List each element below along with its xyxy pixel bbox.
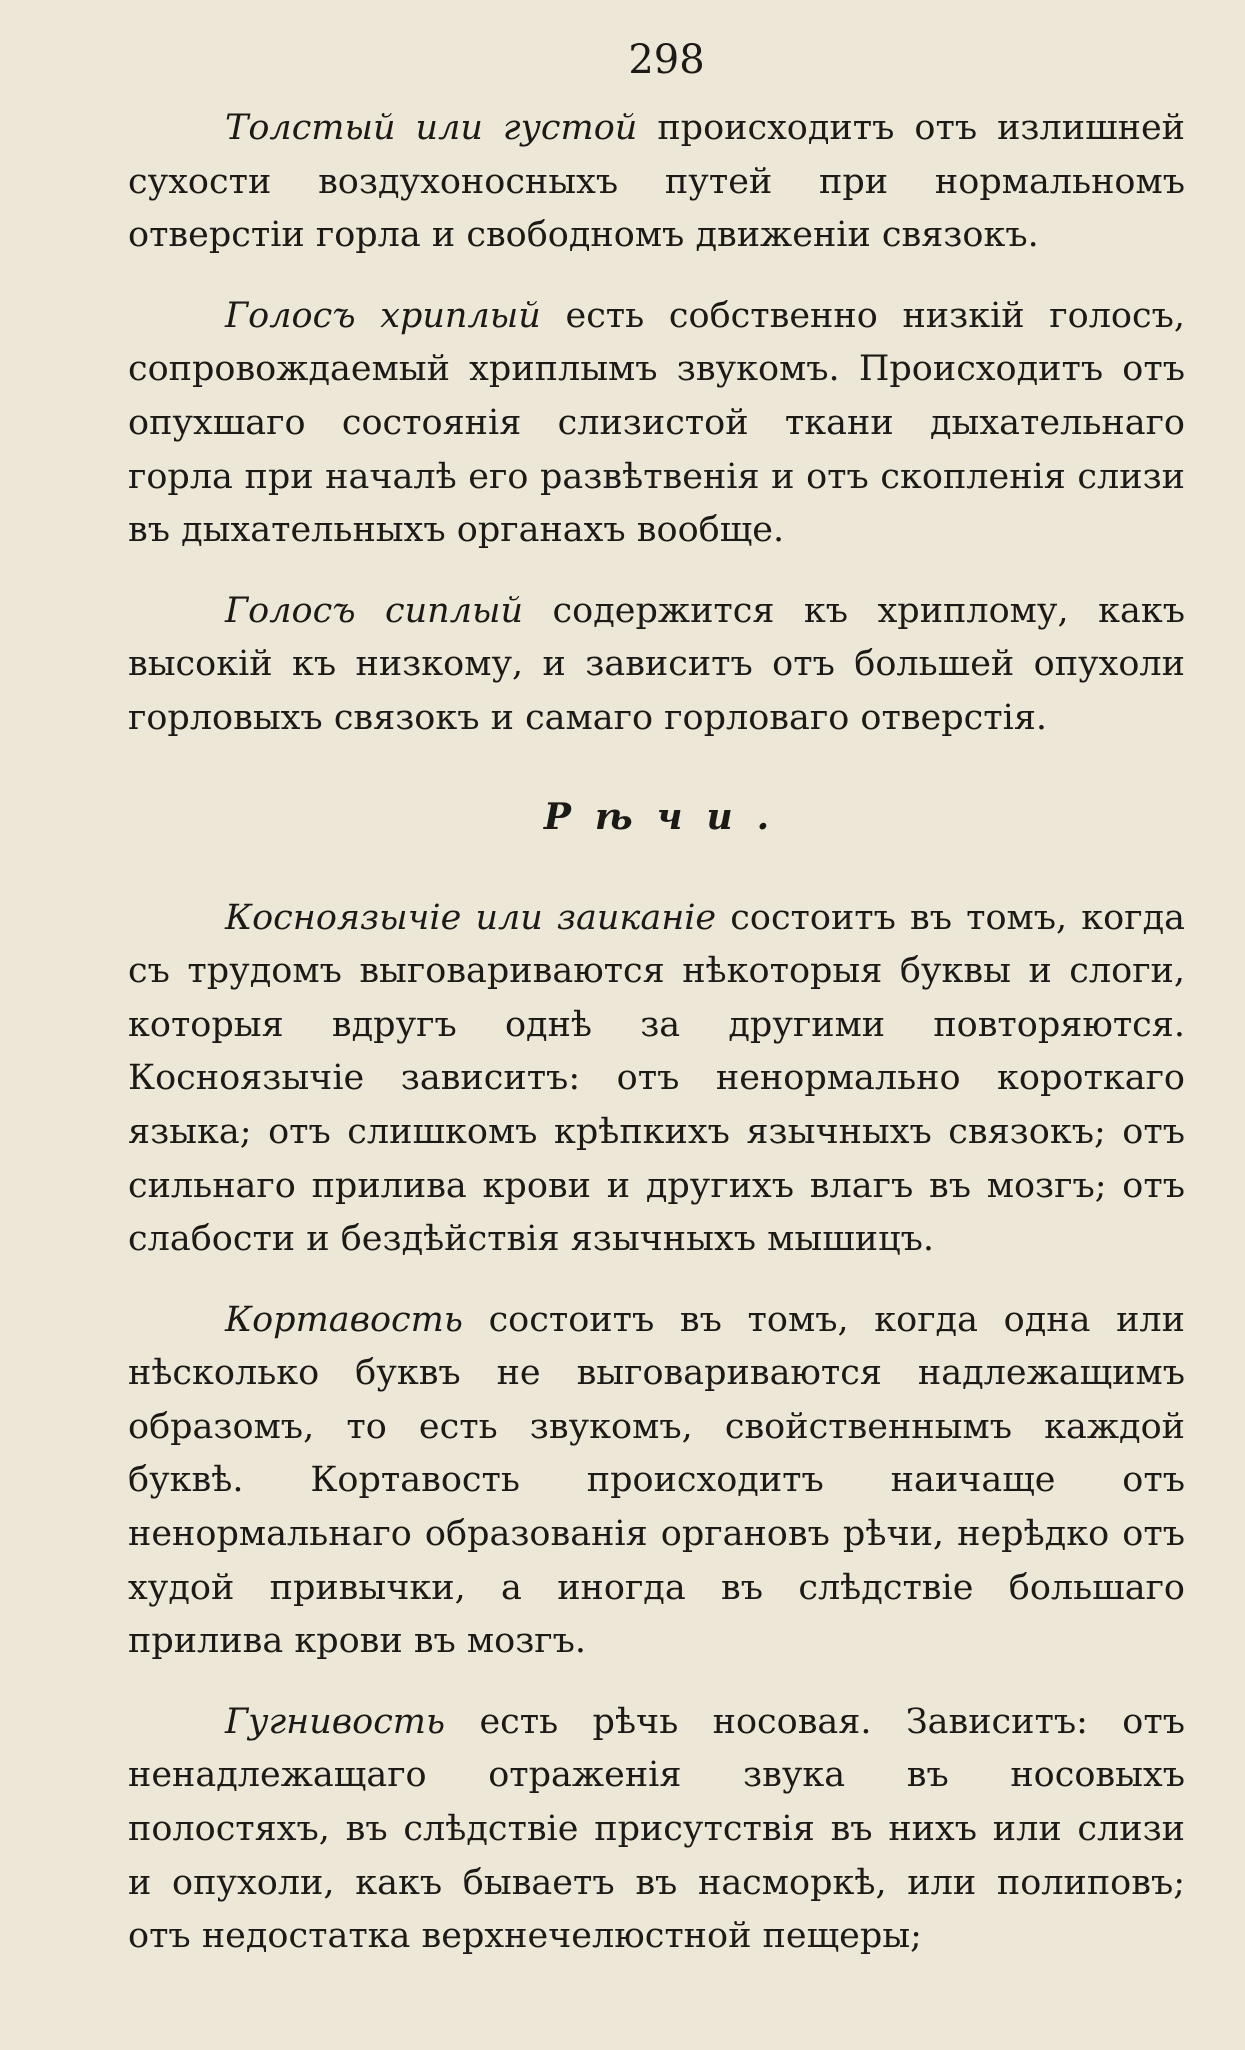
paragraph-thick-voice [128,102,1185,263]
page-number: 298 [628,37,705,83]
paragraph-stuttering [128,892,1185,1267]
paragraph-text: есть собственно низкій голосъ, сопровождаемый хриплымъ звукомъ. Происходитъ отъ опухшаго состоянія слизистой ткани дыхательнаго горла при началѣ его развѣтвенія и отъ скопленія слизи въ дыхательныхъ органахъ вообще. [128,295,1186,551]
paragraph-burr [128,1294,1185,1669]
paragraph-text: состоитъ въ томъ, когда съ трудомъ выговариваются нѣкоторыя буквы и слоги, которыя вдругъ однѣ за другими повторяются. Косноязычіе зависитъ: отъ ненормально короткаго языка; отъ слишкомъ крѣпкихъ язычныхъ связокъ; отъ сильнаго прилива крови и другихъ влагъ въ мозгъ; отъ слабости и бездѣйствія язычныхъ мышицъ. [128,897,1185,1260]
term: Голосъ сиплый [225,590,524,631]
paragraph-text: происходитъ отъ излишней сухости воздухоносныхъ путей при нормальномъ отверстіи горла и свободномъ движеніи связокъ. [128,108,1185,256]
paragraph-text: содержится къ хриплому, какъ высокій къ низкому, и зависитъ отъ большей опухоли горловыхъ связокъ и самаго горловаго отверстія. [128,590,1185,738]
paragraph-text: есть рѣчь носовая. Зависитъ: отъ ненадлежащаго отраженія звука въ носовыхъ полостяхъ, въ слѣдствіе присутствія въ нихъ или слизи и опухоли, какъ бываетъ въ насморкѣ, или полиповъ; отъ недостатка верхнечелюстной пещеры; [128,1701,1185,1957]
term: Гугнивость [225,1701,446,1742]
paragraph-nasal-speech [128,1696,1185,1964]
section-heading: Рѣчи. [543,795,794,838]
term: Кортавость [225,1299,463,1340]
paragraph-husky-voice [128,585,1185,746]
term: Толстый или густой [225,108,638,148]
paragraph-text: состоитъ въ томъ, когда одна или нѣсколько буквъ не выговариваются надлежащимъ образомъ, то есть звукомъ, свойственнымъ каждой буквѣ. Кортавость происходитъ наичаще отъ ненормальнаго образованія органовъ рѣчи, нерѣдко отъ худой привычки, а иногда въ слѣдствіе большаго прилива крови въ мозгъ. [128,1299,1185,1662]
term: Голосъ хриплый [225,295,541,336]
term: Косноязычіе или заиканіе [225,897,717,938]
paragraph-hoarse-voice [128,290,1185,558]
